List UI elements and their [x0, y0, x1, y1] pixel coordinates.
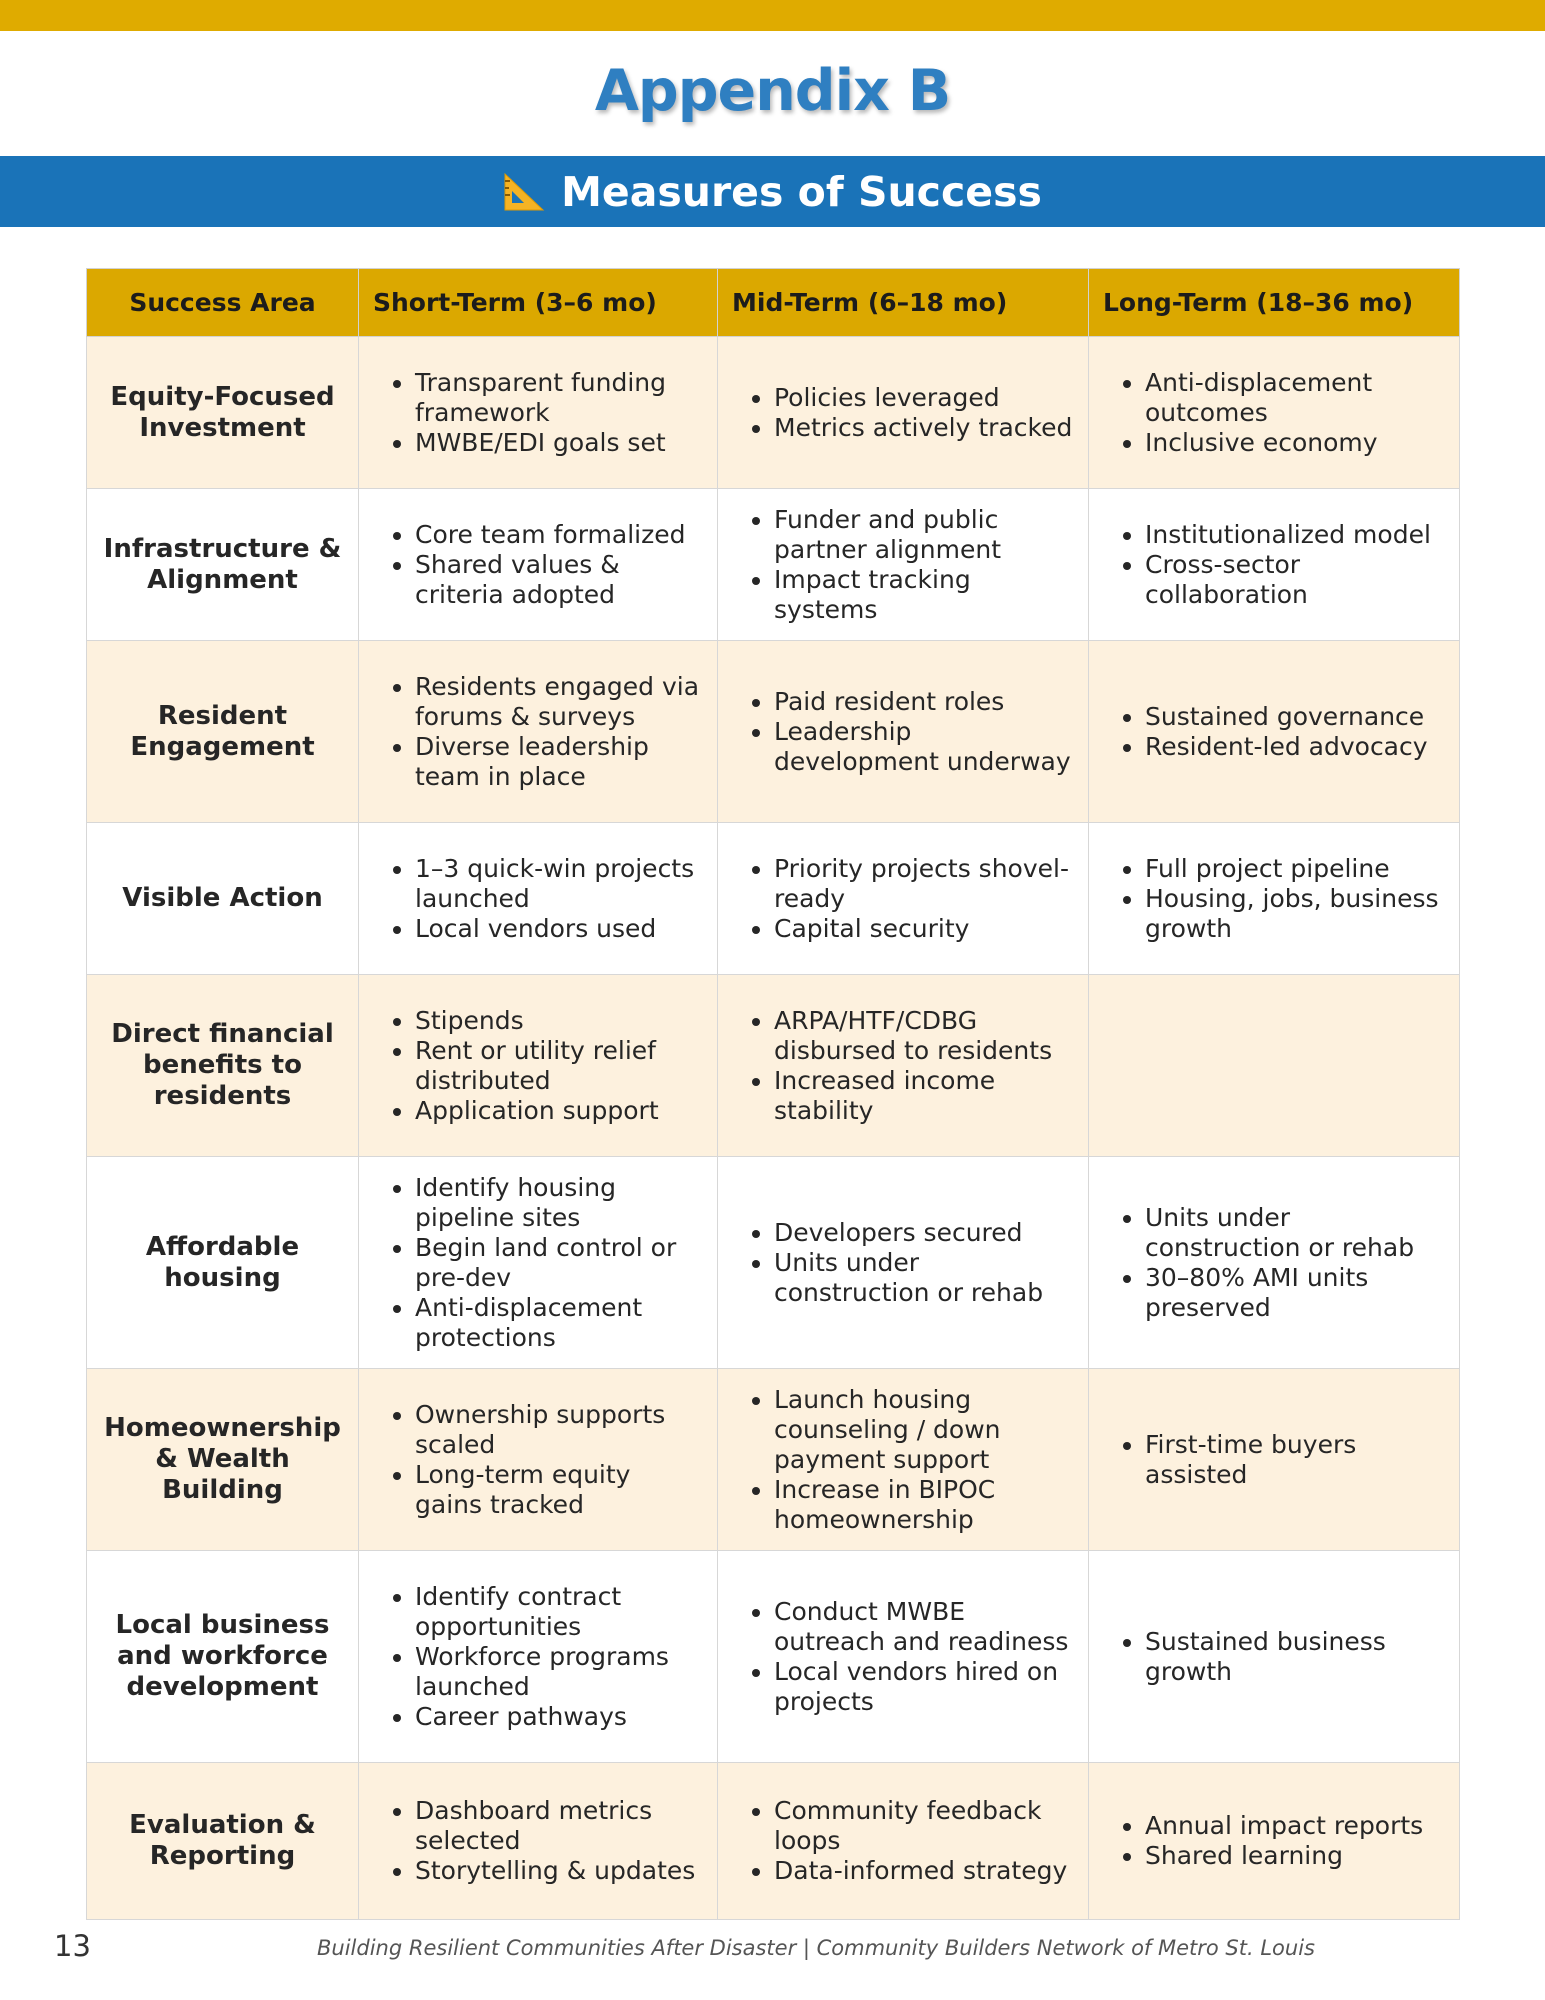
- measures-table: [86, 268, 1460, 1920]
- short-term-cell: [359, 975, 718, 1157]
- mid-term-cell: [718, 489, 1089, 641]
- success-area-cell: Infrastructure & Alignment: [87, 489, 359, 641]
- table-row: [87, 823, 1460, 975]
- mid-term-cell: [718, 1157, 1089, 1369]
- success-area-cell: Resident Engagement: [87, 641, 359, 823]
- triangle-ruler-icon: [503, 172, 547, 212]
- list-item: • First-time buyers assisted: [1145, 1430, 1447, 1490]
- list-item: • Residents engaged via forums & surveys: [415, 672, 705, 732]
- list-item: • Begin land control or pre-dev: [415, 1233, 705, 1293]
- banner-title: Measures of Success: [561, 167, 1042, 216]
- success-area-cell: Visible Action: [87, 823, 359, 975]
- mid-term-cell: [718, 1763, 1089, 1920]
- short-term-cell: [359, 641, 718, 823]
- list-item: • Resident-led advocacy: [1145, 732, 1447, 762]
- mid-term-cell: [718, 975, 1089, 1157]
- table-row: [87, 489, 1460, 641]
- long-term-cell: [1089, 641, 1460, 823]
- long-term-cell: [1089, 1763, 1460, 1920]
- list-item: • Full project pipeline: [1145, 854, 1447, 884]
- list-item: • Diverse leadership team in place: [415, 732, 705, 792]
- list-item: • 1–3 quick-win projects launched: [415, 854, 705, 914]
- list-item: • Conduct MWBE outreach and readiness: [774, 1597, 1076, 1657]
- table-row: [87, 1369, 1460, 1551]
- list-item: • Career pathways: [415, 1702, 705, 1732]
- list-item: • Policies leveraged: [774, 383, 1076, 413]
- long-term-cell: [1089, 975, 1460, 1157]
- table-row: [87, 641, 1460, 823]
- success-area-cell: Evaluation & Reporting: [87, 1763, 359, 1920]
- list-item: • Local vendors used: [415, 914, 705, 944]
- mid-term-cell: [718, 641, 1089, 823]
- list-item: • Sustained business growth: [1145, 1627, 1447, 1687]
- list-item: • Data-informed strategy: [774, 1856, 1076, 1886]
- list-item: • Identify housing pipeline sites: [415, 1173, 705, 1233]
- list-item: • Identify contract opportunities: [415, 1582, 705, 1642]
- list-item: • Impact tracking systems: [774, 565, 1076, 625]
- short-term-cell: [359, 1157, 718, 1369]
- list-item: • Units under construction or rehab: [1145, 1203, 1447, 1263]
- section-banner: [0, 156, 1545, 227]
- list-item: • Inclusive economy: [1145, 428, 1447, 458]
- list-item: • Cross-sector collaboration: [1145, 550, 1447, 610]
- table-row: [87, 1763, 1460, 1920]
- short-term-cell: [359, 337, 718, 489]
- page-title: Appendix B: [594, 58, 951, 124]
- list-item: • Anti-displacement protections: [415, 1293, 705, 1353]
- list-item: • Leadership development underway: [774, 717, 1076, 777]
- short-term-cell: [359, 823, 718, 975]
- success-area-cell: Homeownership & Wealth Building: [87, 1369, 359, 1551]
- mid-term-cell: [718, 1369, 1089, 1551]
- list-item: • Stipends: [415, 1006, 705, 1036]
- list-item: • Storytelling & updates: [415, 1856, 705, 1886]
- long-term-cell: [1089, 337, 1460, 489]
- short-term-cell: [359, 1369, 718, 1551]
- list-item: • Shared values & criteria adopted: [415, 550, 705, 610]
- list-item: • Institutionalized model: [1145, 520, 1447, 550]
- list-item: • Paid resident roles: [774, 687, 1076, 717]
- short-term-cell: [359, 1551, 718, 1763]
- footer-text: Building Resilient Communities After Disaster | Community Builders Network of Metro St. Louis: [317, 1936, 1315, 1960]
- table-row: [87, 1157, 1460, 1369]
- list-item: • Dashboard metrics selected: [415, 1796, 705, 1856]
- list-item: • Anti-displacement outcomes: [1145, 368, 1447, 428]
- short-term-cell: [359, 489, 718, 641]
- list-item: • Annual impact reports: [1145, 1811, 1447, 1841]
- list-item: • Application support: [415, 1096, 705, 1126]
- long-term-cell: [1089, 489, 1460, 641]
- list-item: • Priority projects shovel-ready: [774, 854, 1076, 914]
- list-item: • Increase in BIPOC homeownership: [774, 1475, 1076, 1535]
- list-item: • Developers secured: [774, 1218, 1076, 1248]
- table-header-row: [87, 269, 1460, 337]
- list-item: • Rent or utility relief distributed: [415, 1036, 705, 1096]
- page-number: 13: [54, 1929, 91, 1963]
- list-item: • Long-term equity gains tracked: [415, 1460, 705, 1520]
- success-area-cell: Direct financial benefits to residents: [87, 975, 359, 1157]
- list-item: • Metrics actively tracked: [774, 413, 1076, 443]
- mid-term-cell: [718, 337, 1089, 489]
- column-header-mid-term: Mid-Term (6–18 mo): [718, 269, 1089, 337]
- mid-term-cell: [718, 1551, 1089, 1763]
- list-item: • MWBE/EDI goals set: [415, 428, 705, 458]
- list-item: • Community feedback loops: [774, 1796, 1076, 1856]
- column-header-success-area: Success Area: [87, 269, 359, 337]
- mid-term-cell: [718, 823, 1089, 975]
- list-item: • Transparent funding framework: [415, 368, 705, 428]
- list-item: • Launch housing counseling / down payment support: [774, 1385, 1076, 1475]
- long-term-cell: [1089, 1551, 1460, 1763]
- list-item: • Shared learning: [1145, 1841, 1447, 1871]
- list-item: • Core team formalized: [415, 520, 705, 550]
- success-area-cell: Affordable housing: [87, 1157, 359, 1369]
- list-item: • Capital security: [774, 914, 1076, 944]
- list-item: • Sustained governance: [1145, 702, 1447, 732]
- list-item: • Workforce programs launched: [415, 1642, 705, 1702]
- success-area-cell: Local business and workforce development: [87, 1551, 359, 1763]
- top-accent-bar: [0, 0, 1545, 31]
- table-row: [87, 337, 1460, 489]
- success-area-cell: Equity-Focused Investment: [87, 337, 359, 489]
- long-term-cell: [1089, 1157, 1460, 1369]
- column-header-short-term: Short-Term (3–6 mo): [359, 269, 718, 337]
- list-item: • Units under construction or rehab: [774, 1248, 1076, 1308]
- list-item: • Funder and public partner alignment: [774, 505, 1076, 565]
- column-header-long-term: Long-Term (18–36 mo): [1089, 269, 1460, 337]
- list-item: • Ownership supports scaled: [415, 1400, 705, 1460]
- table-row: [87, 1551, 1460, 1763]
- list-item: • Local vendors hired on projects: [774, 1657, 1076, 1717]
- list-item: • ARPA/HTF/CDBG disbursed to residents: [774, 1006, 1076, 1066]
- table-row: [87, 975, 1460, 1157]
- short-term-cell: [359, 1763, 718, 1920]
- list-item: • Increased income stability: [774, 1066, 1076, 1126]
- list-item: • 30–80% AMI units preserved: [1145, 1263, 1447, 1323]
- long-term-cell: [1089, 1369, 1460, 1551]
- list-item: • Housing, jobs, business growth: [1145, 884, 1447, 944]
- long-term-cell: [1089, 823, 1460, 975]
